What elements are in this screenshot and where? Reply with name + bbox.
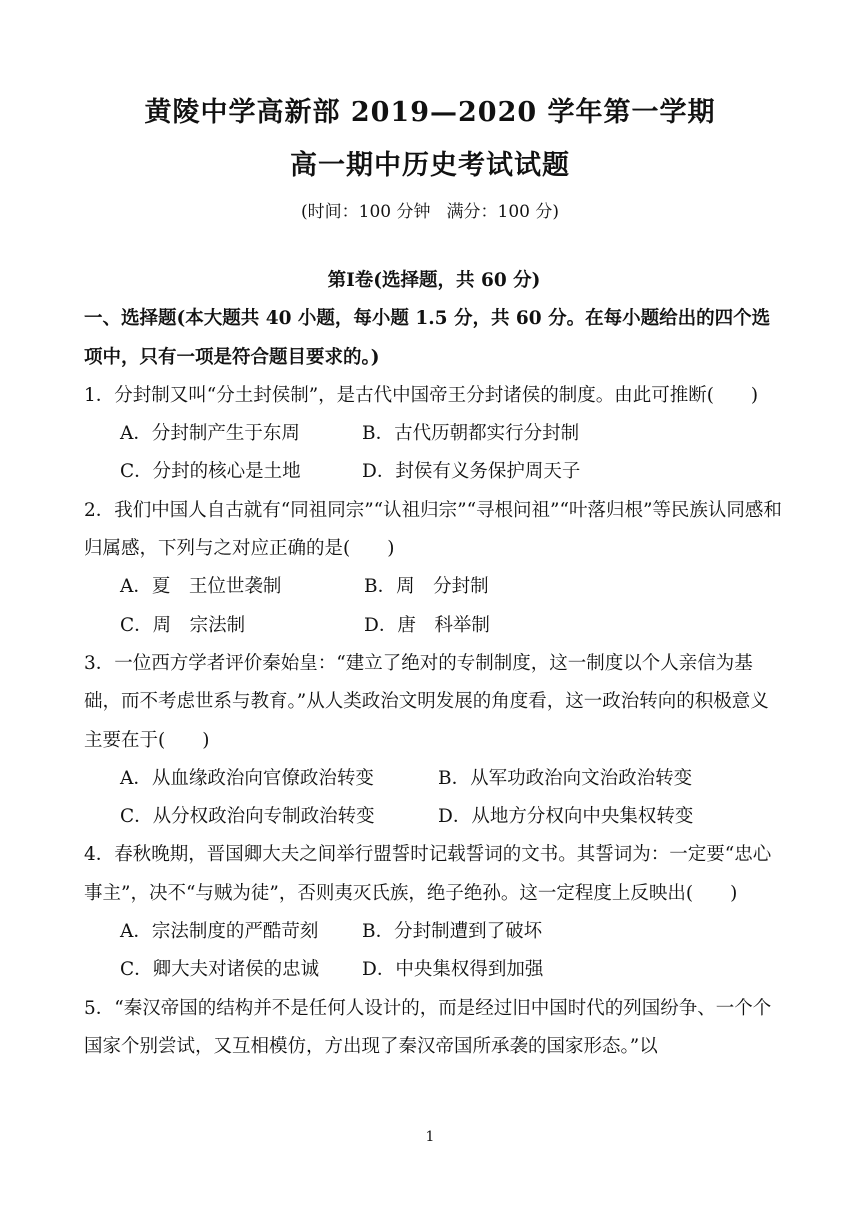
exam-duration: (时间：100 分钟: [301, 202, 431, 222]
option-row: [84, 453, 784, 491]
option-b: B．分封制遭到了破坏: [362, 921, 543, 943]
option-c: C．从分权政治向专制政治转变: [120, 806, 375, 828]
question-3: [84, 645, 784, 836]
question-1: [84, 377, 784, 492]
question-4: [84, 836, 784, 989]
exam-content: [84, 262, 784, 1066]
exam-full-score: 满分：100 分): [446, 202, 559, 222]
question-stem: 5．“秦汉帝国的结构并不是任何人设计的，而是经过旧中国时代的列国纷争、一个个国家个别尝试，又互相模仿，方出现了秦汉帝国所承袭的国家形态。”以: [84, 997, 772, 1057]
option-row: [84, 951, 784, 989]
option-row: [84, 568, 784, 606]
option-c: C．周 宗法制: [120, 614, 246, 636]
option-row: [84, 760, 784, 798]
question-stem: 1．分封制又叫“分土封侯制”，是古代中国帝王分封诸侯的制度。由此可推断( ): [84, 384, 759, 406]
option-row: [84, 798, 784, 836]
exam-time-info: [0, 197, 860, 222]
question-stem: 2．我们中国人自古就有“同祖同宗”“认祖归宗”“寻根问祖”“叶落归根”等民族认同感和归属感，下列与之对应正确的是( ): [84, 499, 782, 560]
option-a: A．宗法制度的严酷苛刻: [120, 921, 319, 943]
option-b: B．古代历朝都实行分封制: [362, 423, 580, 445]
option-d: D．封侯有义务保护周天子: [362, 461, 581, 483]
option-a: A．从血缘政治向官僚政治转变: [120, 767, 374, 789]
option-d: D．唐 科举制: [364, 614, 490, 636]
option-row: [84, 607, 784, 645]
option-d: D．中央集权得到加强: [362, 959, 544, 981]
exam-title-line2: 高一期中历史考试试题: [290, 150, 570, 181]
exam-title-line1: 黄陵中学高新部 2019—2020 学年第一学期: [144, 97, 716, 128]
option-row: [84, 415, 784, 453]
section-title: 第Ⅰ卷(选择题，共 60 分): [327, 270, 541, 291]
page-number: 1: [425, 1129, 435, 1145]
question-stem: 3．一位西方学者评价秦始皇：“建立了绝对的专制制度，这一制度以个人亲信为基础，而不考虑世系与教育。”从人类政治文明发展的角度看，这一政治转向的积极意义主要在于( ): [84, 652, 769, 751]
option-b: B．从军功政治向文治政治转变: [438, 767, 693, 789]
option-c: C．卿大夫对诸侯的忠诚: [120, 959, 320, 981]
section-instructions: 一、选择题(本大题共 40 小题，每小题 1.5 分，共 60 分。在每小题给出的四个选项中，只有一项是符合题目要求的。): [84, 308, 771, 368]
option-row: [84, 913, 784, 951]
option-b: B．周 分封制: [364, 576, 489, 598]
option-d: D．从地方分权向中央集权转变: [438, 806, 694, 828]
option-c: C．分封的核心是土地: [120, 461, 301, 483]
option-a: A．分封制产生于东周: [120, 423, 300, 445]
question-5: [84, 990, 784, 1067]
option-a: A．夏 王位世袭制: [120, 576, 282, 598]
question-stem: 4．春秋晚期，晋国卿大夫之间举行盟誓时记载誓词的文书。其誓词为：一定要“忠心事主”，决不“与贼为徒”，否则夷灭氏族，绝子绝孙。这一定程度上反映出( ): [84, 844, 772, 904]
question-2: [84, 492, 784, 645]
